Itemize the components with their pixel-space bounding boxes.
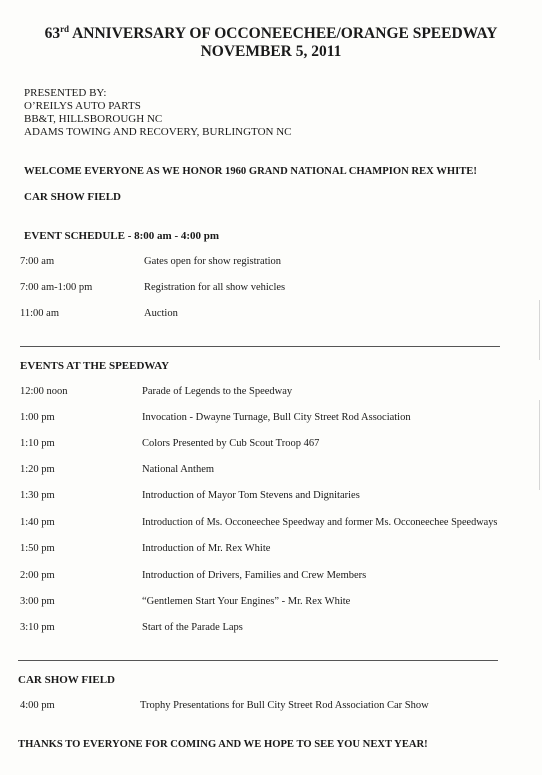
schedule-row xyxy=(0,256,542,270)
schedule-row xyxy=(0,308,542,322)
anniversary-number: 63 xyxy=(44,25,61,42)
scan-edge-mark xyxy=(539,400,540,490)
closing-message: THANKS TO EVERYONE FOR COMING AND WE HOPE TO SEE YOU NEXT YEAR! xyxy=(18,739,428,750)
event-desc: Introduction of Mr. Rex White xyxy=(142,543,271,554)
event-time: 3:00 pm xyxy=(20,596,55,607)
presenter-line: O’REILYS AUTO PARTS xyxy=(24,100,141,112)
speedway-events-heading: EVENTS AT THE SPEEDWAY xyxy=(20,360,170,372)
event-time: 1:30 pm xyxy=(20,490,55,501)
schedule-time: 11:00 am xyxy=(20,308,59,319)
title-text: ANNIVERSARY OF OCCONEECHEE/ORANGE SPEEDWAY xyxy=(69,25,498,42)
event-schedule-heading: EVENT SCHEDULE - 8:00 am - 4:00 pm xyxy=(24,230,220,242)
event-desc: Invocation - Dwayne Turnage, Bull City Street Rod Association xyxy=(142,412,411,423)
schedule-desc: Registration for all show vehicles xyxy=(144,282,286,293)
ordinal-suffix: rd xyxy=(60,24,70,34)
event-time: 1:10 pm xyxy=(20,438,55,449)
page-title xyxy=(0,24,542,43)
event-time: 1:40 pm xyxy=(20,517,55,528)
event-row xyxy=(0,386,542,400)
section-divider xyxy=(18,660,498,661)
event-desc: Parade of Legends to the Speedway xyxy=(142,386,293,397)
event-desc: Trophy Presentations for Bull City Street Rod Association Car Show xyxy=(140,700,429,711)
presenter-line: ADAMS TOWING AND RECOVERY, BURLINGTON NC xyxy=(24,126,292,138)
schedule-desc: Gates open for show registration xyxy=(144,256,282,267)
schedule-time: 7:00 am-1:00 pm xyxy=(20,282,93,293)
schedule-time: 7:00 am xyxy=(20,256,55,267)
event-time: 1:20 pm xyxy=(20,464,55,475)
event-row xyxy=(0,490,542,504)
event-row xyxy=(0,412,542,426)
schedule-desc: Auction xyxy=(144,308,178,319)
car-show-field-heading: CAR SHOW FIELD xyxy=(24,191,121,203)
event-row xyxy=(0,543,542,557)
event-desc: National Anthem xyxy=(142,464,215,475)
event-time: 2:00 pm xyxy=(20,570,55,581)
event-row xyxy=(0,700,542,714)
event-desc: Introduction of Ms. Occoneechee Speedway and former Ms. Occoneechee Speedways xyxy=(142,517,498,528)
event-time: 12:00 noon xyxy=(20,386,68,397)
event-row xyxy=(0,622,542,636)
event-time: 3:10 pm xyxy=(20,622,55,633)
event-row xyxy=(0,464,542,478)
section-divider xyxy=(20,346,500,347)
welcome-message: WELCOME EVERYONE AS WE HONOR 1960 GRAND NATIONAL CHAMPION REX WHITE! xyxy=(24,166,477,177)
event-row xyxy=(0,438,542,452)
event-row xyxy=(0,596,542,610)
presenters-block xyxy=(24,87,292,139)
event-desc: “Gentlemen Start Your Engines” - Mr. Rex White xyxy=(142,596,351,607)
event-time: 1:50 pm xyxy=(20,543,55,554)
event-desc: Colors Presented by Cub Scout Troop 467 xyxy=(142,438,320,449)
car-show-awards-heading: CAR SHOW FIELD xyxy=(18,674,115,686)
event-date: NOVEMBER 5, 2011 xyxy=(200,43,342,60)
presenter-line: BB&T, HILLSBOROUGH NC xyxy=(24,113,163,125)
event-row xyxy=(0,517,542,531)
event-time: 1:00 pm xyxy=(20,412,55,423)
event-row xyxy=(0,570,542,584)
schedule-row xyxy=(0,282,542,296)
event-desc: Start of the Parade Laps xyxy=(142,622,243,633)
event-desc: Introduction of Mayor Tom Stevens and Dignitaries xyxy=(142,490,360,501)
event-time: 4:00 pm xyxy=(20,700,55,711)
event-desc: Introduction of Drivers, Families and Crew Members xyxy=(142,570,367,581)
scan-edge-mark xyxy=(539,300,540,360)
presented-by-label: PRESENTED BY: xyxy=(24,87,107,99)
